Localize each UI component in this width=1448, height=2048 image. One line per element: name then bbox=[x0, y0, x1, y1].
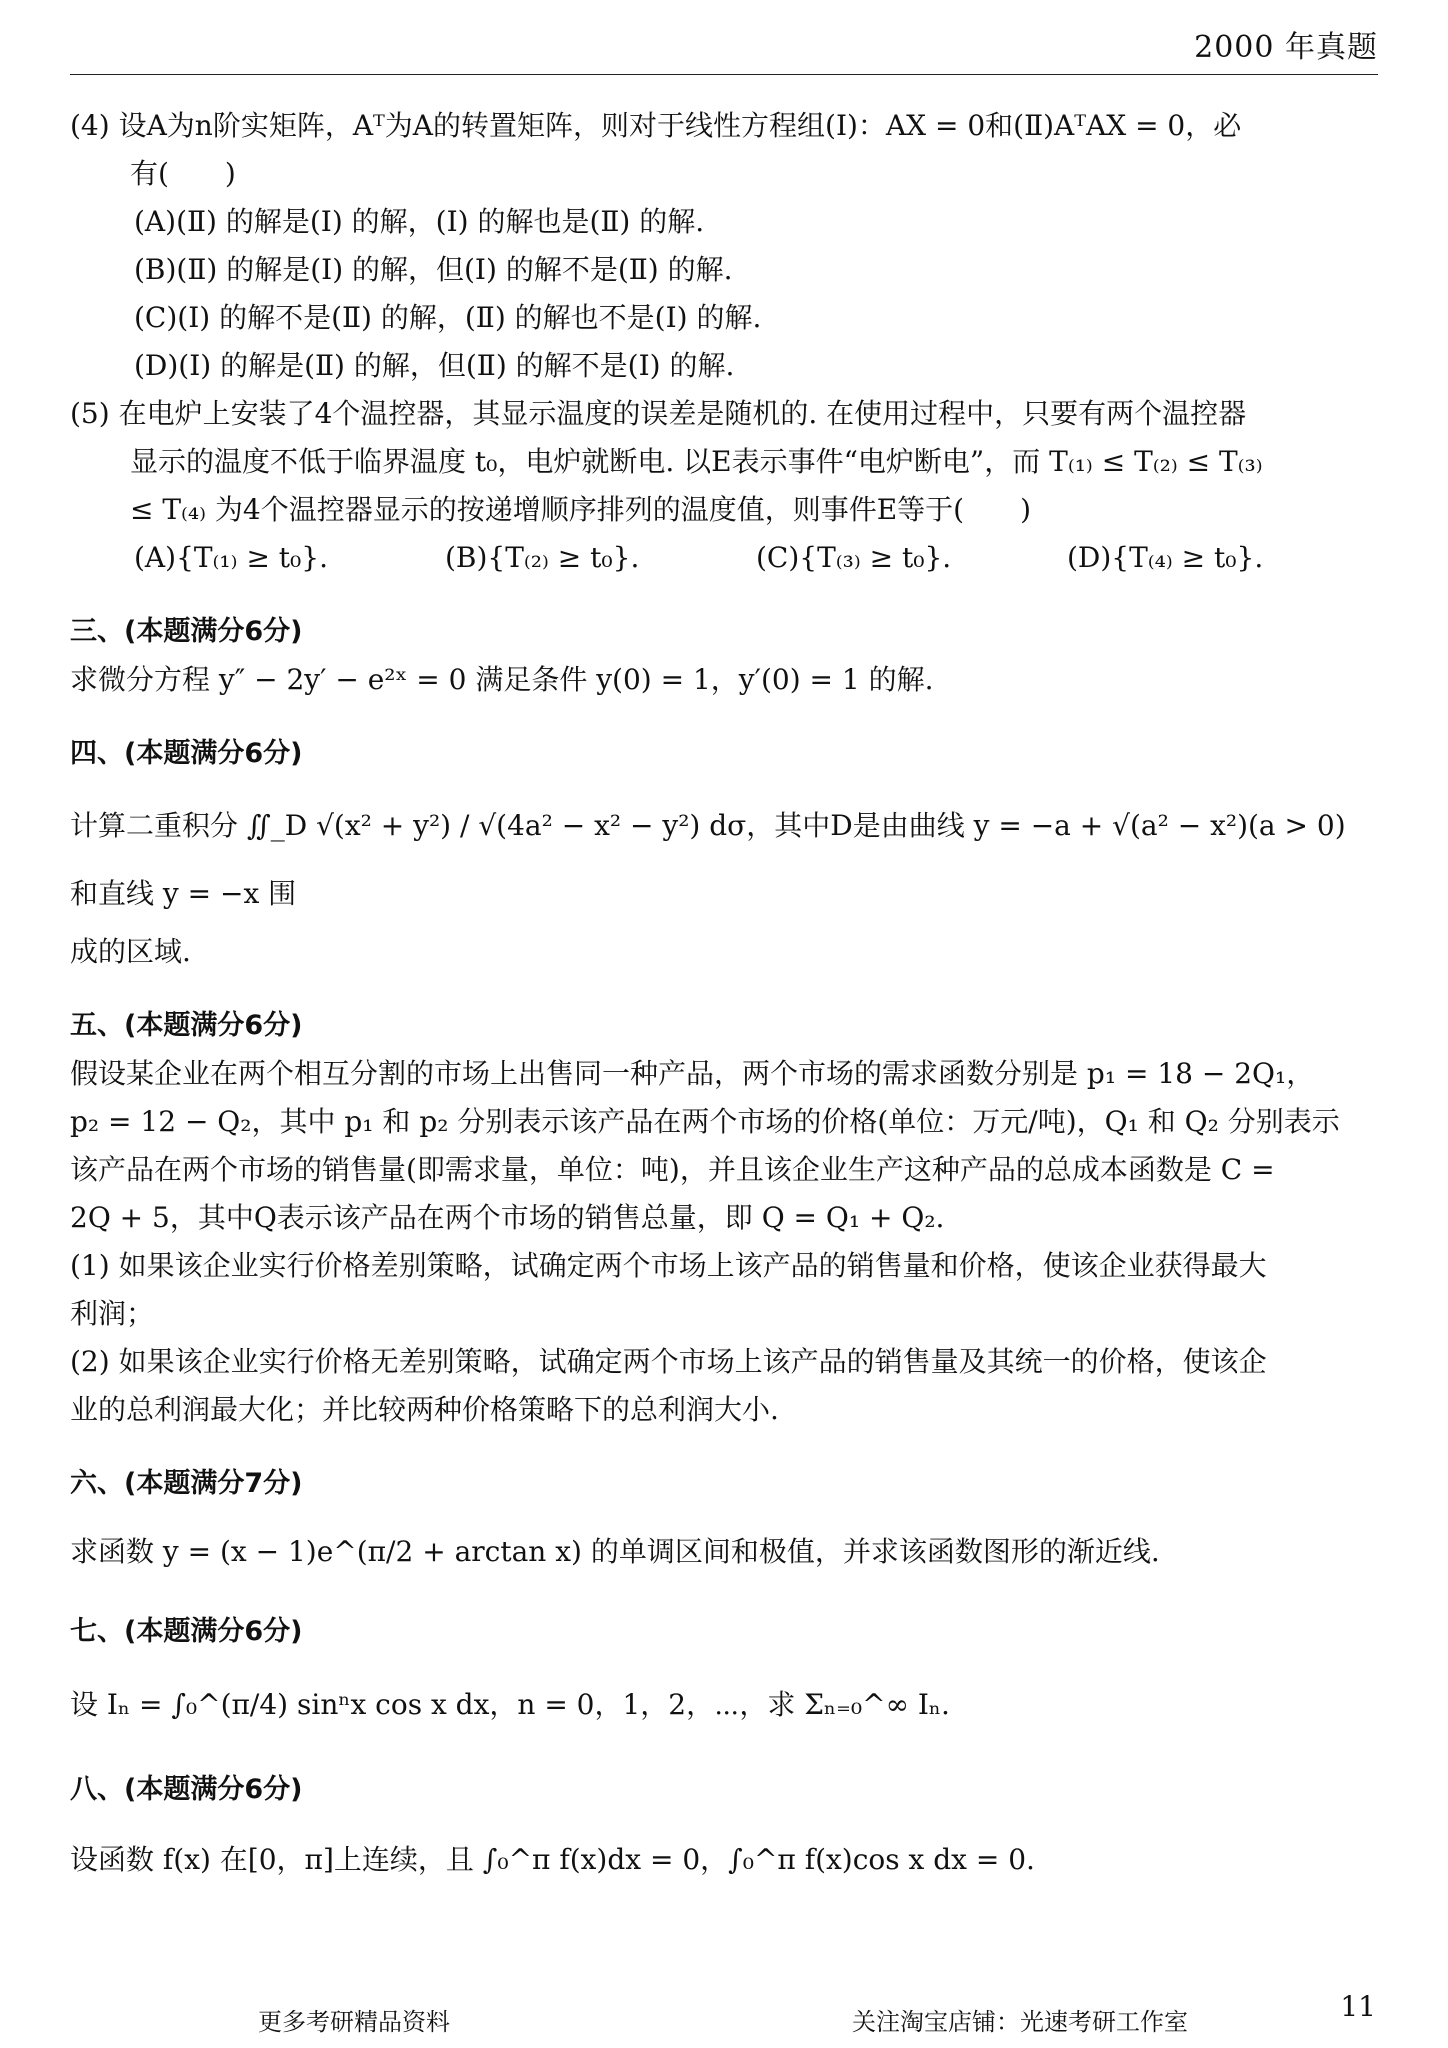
page-content bbox=[70, 102, 1378, 1892]
section-5-line-3: 该产品在两个市场的销售量(即需求量，单位：吨)，并且该企业生产这种产品的总成本函数是 C = bbox=[70, 1153, 1275, 1186]
section-3-line: 求微分方程 y″ − 2y′ − e²ˣ = 0 满足条件 y(0) = 1，y′(0) = 1 的解. bbox=[70, 663, 934, 696]
section-8-line: 设函数 f(x) 在[0，π]上连续，且 ∫₀^π f(x)dx = 0，∫₀^π f(x)cos x dx = 0. bbox=[70, 1843, 1035, 1876]
page-header-title: 2000 年真题 bbox=[1194, 30, 1378, 65]
question-5-option-d: (D){T₍₄₎ ≥ t₀}. bbox=[1067, 541, 1264, 574]
question-5-option-c: (C){T₍₃₎ ≥ t₀}. bbox=[756, 541, 952, 574]
section-5-line-8: 业的总利润最大化；并比较两种价格策略下的总利润大小. bbox=[70, 1393, 779, 1426]
section-5-line-6: 利润； bbox=[70, 1297, 155, 1330]
footer-right-text: 关注淘宝店铺：光速考研工作室 bbox=[852, 2008, 1188, 2036]
section-7-line: 设 Iₙ = ∫₀^(π/4) sinⁿx cos x dx，n = 0，1，2，⋯，求 Σₙ₌₀^∞ Iₙ. bbox=[70, 1688, 950, 1721]
section-5-line-4: 2Q + 5，其中Q表示该产品在两个市场的销售总量，即 Q = Q₁ + Q₂. bbox=[70, 1201, 945, 1234]
section-3-heading: 三、(本题满分6分) bbox=[70, 616, 303, 647]
question-4-option-d: (D)(Ⅰ) 的解是(Ⅱ) 的解，但(Ⅱ) 的解不是(Ⅰ) 的解. bbox=[134, 349, 735, 382]
question-4-line-2: 有( ) bbox=[130, 157, 236, 190]
question-5-line-3: ≤ T₍₄₎ 为4个温控器显示的按递增顺序排列的温度值，则事件E等于( ) bbox=[130, 493, 1032, 526]
section-6-line: 求函数 y = (x − 1)e^(π/2 + arctan x) 的单调区间和极值，并求该函数图形的渐近线. bbox=[70, 1535, 1160, 1568]
section-5 bbox=[70, 1002, 1378, 1434]
question-4-line-1: (4) 设A为n阶实矩阵，Aᵀ为A的转置矩阵，则对于线性方程组(Ⅰ)：AX = 0和(Ⅱ)AᵀAX = 0，必 bbox=[70, 109, 1242, 142]
section-7-heading: 七、(本题满分6分) bbox=[70, 1616, 303, 1647]
section-3 bbox=[70, 608, 1378, 704]
footer-left-text: 更多考研精品资料 bbox=[258, 2008, 450, 2036]
section-4-line-2: 成的区域. bbox=[70, 935, 191, 968]
question-5-line-1: (5) 在电炉上安装了4个温控器，其显示温度的误差是随机的. 在使用过程中，只要有两个温控器 bbox=[70, 397, 1247, 430]
question-5-line-2: 显示的温度不低于临界温度 t₀，电炉就断电. 以E表示事件“电炉断电”，而 T₍₁₎ ≤ T₍₂₎ ≤ T₍₃₎ bbox=[130, 445, 1263, 478]
question-4-option-c: (C)(Ⅰ) 的解不是(Ⅱ) 的解，(Ⅱ) 的解也不是(Ⅰ) 的解. bbox=[134, 301, 762, 334]
header-rule bbox=[70, 74, 1378, 75]
page-number: 11 bbox=[1340, 1990, 1376, 2023]
question-5-option-b: (B){T₍₂₎ ≥ t₀}. bbox=[445, 541, 640, 574]
question-5-options bbox=[70, 534, 1378, 582]
section-5-line-5: (1) 如果该企业实行价格差别策略，试确定两个市场上该产品的销售量和价格，使该企业获得最大 bbox=[70, 1249, 1267, 1282]
section-8-heading: 八、(本题满分6分) bbox=[70, 1774, 303, 1805]
section-5-line-2: p₂ = 12 − Q₂，其中 p₁ 和 p₂ 分别表示该产品在两个市场的价格(单位：万元/吨)，Q₁ 和 Q₂ 分别表示 bbox=[70, 1105, 1340, 1138]
section-6 bbox=[70, 1460, 1378, 1582]
question-5 bbox=[70, 390, 1378, 582]
question-4 bbox=[70, 102, 1378, 390]
section-5-line-1: 假设某企业在两个相互分割的市场上出售同一种产品，两个市场的需求函数分别是 p₁ = 18 − 2Q₁， bbox=[70, 1057, 1315, 1090]
section-5-line-7: (2) 如果该企业实行价格无差别策略，试确定两个市场上该产品的销售量及其统一的价格，使该企 bbox=[70, 1345, 1267, 1378]
section-4-line-1: 计算二重积分 ∬_D √(x² + y²) / √(4a² − x² − y²) dσ，其中D是由曲线 y = −a + √(a² − x²)(a > 0) 和直线 y = −x 围 bbox=[70, 809, 1346, 910]
section-4 bbox=[70, 730, 1378, 976]
section-4-heading: 四、(本题满分6分) bbox=[70, 738, 303, 769]
section-7 bbox=[70, 1608, 1378, 1740]
question-5-option-a: (A){T₍₁₎ ≥ t₀}. bbox=[134, 541, 328, 574]
section-5-heading: 五、(本题满分6分) bbox=[70, 1010, 303, 1041]
question-4-option-b: (B)(Ⅱ) 的解是(Ⅰ) 的解，但(Ⅰ) 的解不是(Ⅱ) 的解. bbox=[134, 253, 733, 286]
section-6-heading: 六、(本题满分7分) bbox=[70, 1468, 303, 1499]
section-8 bbox=[70, 1766, 1378, 1892]
question-4-option-a: (A)(Ⅱ) 的解是(Ⅰ) 的解，(Ⅰ) 的解也是(Ⅱ) 的解. bbox=[134, 205, 705, 238]
